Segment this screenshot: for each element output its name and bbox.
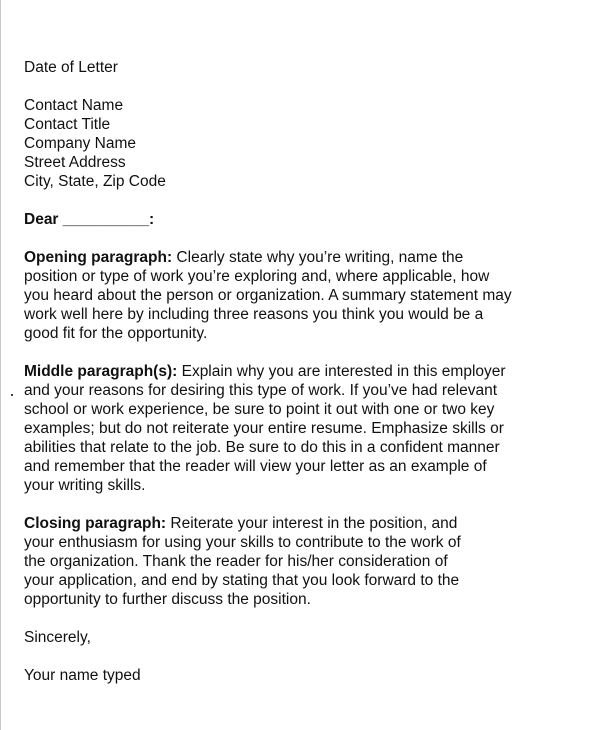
middle-text-line: and your reasons for desiring this type of work. If you’ve had relevant xyxy=(24,382,497,399)
signature-line: Your name typed xyxy=(24,667,141,684)
middle-text-line: Explain why you are interested in this employer xyxy=(177,363,506,380)
contact-name: Contact Name xyxy=(24,97,124,114)
stray-mark xyxy=(11,394,13,396)
city-state-zip: City, State, Zip Code xyxy=(24,173,166,190)
closing-text-line: your application, and end by stating that you look forward to the xyxy=(24,572,460,589)
opening-text-line: you heard about the person or organization. A summary statement may xyxy=(24,287,512,304)
opening-text-line: Clearly state why you’re writing, name the xyxy=(172,249,464,266)
middle-paragraph xyxy=(24,362,584,495)
sign-off: Sincerely, xyxy=(24,629,91,646)
opening-text-line: work well here by including three reasons you think you would be a xyxy=(24,306,484,323)
middle-text-line: and remember that the reader will view your letter as an example of xyxy=(24,458,487,475)
closing-text-line: your enthusiasm for using your skills to contribute to the work of xyxy=(24,534,461,551)
closing-text-line: the organization. Thank the reader for his/her consideration of xyxy=(24,553,448,570)
opening-paragraph-label: Opening paragraph: xyxy=(24,249,173,266)
middle-text-line: your writing skills. xyxy=(24,477,146,494)
middle-text-line: abilities that relate to the job. Be sure to do this in a confident manner xyxy=(24,439,500,456)
middle-text-line: examples; but do not reiterate your entire resume. Emphasize skills or xyxy=(24,420,504,437)
salutation: Dear __________: xyxy=(24,211,155,228)
opening-paragraph xyxy=(24,248,584,343)
street-address: Street Address xyxy=(24,154,126,171)
closing-text-line: Reiterate your interest in the position, and xyxy=(166,515,458,532)
opening-text-line: good fit for the opportunity. xyxy=(24,325,208,342)
middle-text-line: school or work experience, be sure to point it out with one or two key xyxy=(24,401,495,418)
contact-title: Contact Title xyxy=(24,116,111,133)
cover-letter-template xyxy=(24,58,584,685)
closing-paragraph xyxy=(24,514,584,609)
closing-paragraph-label: Closing paragraph: xyxy=(24,515,167,532)
date-line: Date of Letter xyxy=(24,59,118,76)
middle-paragraph-label: Middle paragraph(s): xyxy=(24,363,178,380)
address-block xyxy=(24,96,584,191)
company-name: Company Name xyxy=(24,135,136,152)
opening-text-line: position or type of work you’re exploring and, where applicable, how xyxy=(24,268,490,285)
closing-text-line: opportunity to further discuss the position. xyxy=(24,591,311,608)
